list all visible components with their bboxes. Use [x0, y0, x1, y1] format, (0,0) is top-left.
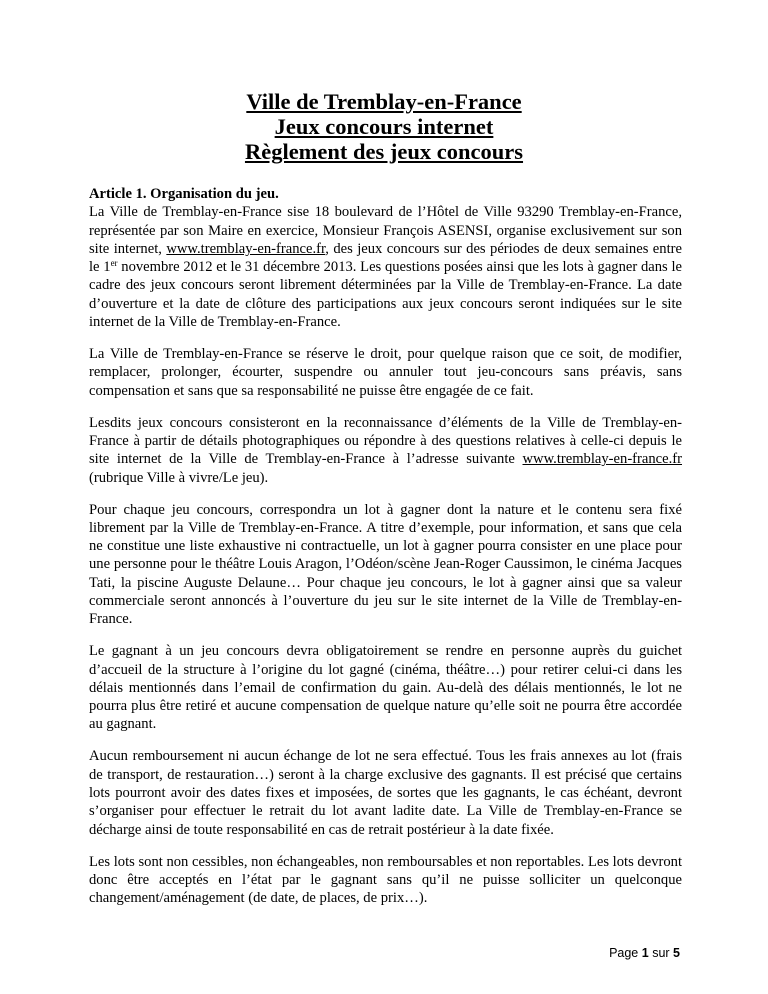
ordinal-superscript: er: [110, 258, 118, 269]
footer-sur-word: sur: [652, 946, 670, 960]
p1-text-b: , des jeux concours sur des périodes de deux semaines entre le 1: [89, 240, 682, 276]
article-1-paragraph-2: La Ville de Tremblay-en-France se réserve le droit, pour quelque raison que ce soit, de modifier, remplacer, prolonger, écourter, suspendre ou annuler tout jeu-concours sans préavis, sans compensation et sans que sa responsabilité ne puisse être engagée de ce fait.: [89, 346, 682, 399]
article-1-heading: Article 1. Organisation du jeu.: [89, 186, 279, 202]
footer-page-word: Page: [609, 946, 639, 960]
p3-text-b: (rubrique Ville à vivre/Le jeu).: [89, 469, 269, 486]
footer-page-total: 5: [673, 946, 680, 960]
article-1-paragraph-5: Le gagnant à un jeu concours devra obligatoirement se rendre en personne auprès du guichet d’accueil de la structure à l’origine du lot gagné (cinéma, théâtre…) pour retirer celui-ci dans les délais mentionnés dans l’email de confirmation du gain. Au-delà des délais mentionnés, le lot ne pourra plus être retiré et aucune compensation de quelque nature qu’elle soit ne pourra être accordée au gagnant.: [89, 643, 682, 733]
page-footer: [609, 946, 680, 960]
article-1-paragraph-6: Aucun remboursement ni aucun échange de lot ne sera effectué. Tous les frais annexes au lot (frais de transport, de restauration…) seront à la charge exclusive des gagnants. Il est précisé que certains lots pourront avoir des dates fixes et imposées, de sortes que les gagnants, le cas échéant, devront s’organiser pour effectuer le retrait du lot avant ladite date. La Ville de Tremblay-en-France se décharge ainsi de toute responsabilité en cas de retrait postérieur à la date fixée.: [89, 748, 682, 838]
p1-text-a: La Ville de Tremblay-en-France sise 18 boulevard de l’Hôtel de Ville 93290 Tremblay-en-France, représentée par son Maire en exercice, Monsieur François ASENSI, organise exclusivement sur son site internet,: [89, 204, 682, 257]
article-1-paragraph-4: Pour chaque jeu concours, correspondra un lot à gagner dont la nature et le contenu sera fixé librement par la Ville de Tremblay-en-France. A titre d’exemple, pour information, et sans que cela ne constitue une liste exhaustive ni contractuelle, un lot à gagner pourra consister en une place pour une personne pour le théâtre Louis Aragon, l’Odéon/scène Jean-Roger Caussimon, le cinéma Jacques Tati, la piscine Auguste Delaune… Pour chaque jeu concours, le lot à gagner ainsi que sa valeur commerciale seront annoncés à l’ouverture du jeu sur le site internet de la Ville de Tremblay-en-France.: [89, 501, 682, 628]
p3-text-a: Lesdits jeux concours consisteront en la reconnaissance d’éléments de la Ville de Tremblay-en-France à partir de détails photographiques ou répondre à des questions relatives à celle-ci depuis le site internet de la Ville de Tremblay-en-France à l’adresse suivante: [89, 414, 682, 468]
document-title: [0, 89, 768, 164]
article-1-paragraph-7: Les lots sont non cessibles, non échangeables, non remboursables et non reportables. Les lots devront donc être acceptés en l’état par le gagnant sans qu’il ne puisse solliciter un quelconque changement/aménagement (de date, de places, de prix…).: [89, 853, 682, 907]
website-link-2[interactable]: www.tremblay-en-france.fr: [522, 451, 682, 468]
title-line-3: Règlement des jeux concours: [244, 139, 524, 164]
article-1-paragraph-3: [89, 414, 682, 487]
p1-text-c: novembre 2012 et le 31 décembre 2013. Les questions posées ainsi que les lots à gagner dans le cadre des jeux concours seront librement déterminées par la Ville de Tremblay-en-France. La date d’ouverture et la date de clôture des participations aux jeux concours seront indiquées sur le site internet de la Ville de Tremblay-en-France.: [89, 259, 682, 331]
website-link[interactable]: www.tremblay-en-france.fr: [166, 240, 326, 257]
title-line-2: Jeux concours internet: [274, 114, 494, 139]
document-body: [89, 185, 682, 921]
footer-page-number: 1: [641, 946, 649, 960]
article-1-paragraph-1: [89, 185, 682, 331]
title-line-1: Ville de Tremblay-en-France: [246, 89, 522, 114]
